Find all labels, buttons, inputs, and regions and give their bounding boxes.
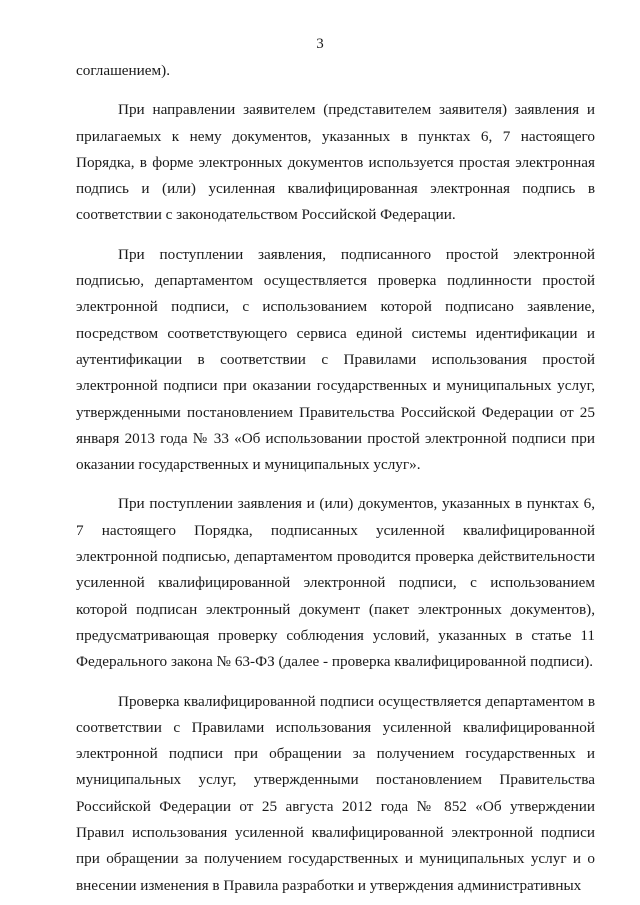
paragraph-simple-signature-check: При поступлении заявления, подписанного простой электронной подписью, департаментом осуществляется проверка подлинности простой электронной подписи, с использованием которой подписано заявление, посредством соответствующего сервиса единой системы идентификации и аутентификации в соответствии с Правилами использования простой электронной подписи при оказании государственных и муниципальных услуг, утвержденными постановлением Правительства Российской Федерации от 25 января 2013 года № 33 «Об использовании простой электронной подписи при оказании государственных и муниципальных услуг».	[76, 245, 595, 474]
page-number: 3	[316, 36, 324, 52]
paragraph-continuation: соглашением).	[76, 62, 171, 79]
paragraph-electronic-signature-types: При направлении заявителем (представителем заявителя) заявления и прилагаемых к нему документов, указанных в пунктах 6, 7 настоящего Порядка, в форме электронных документов используется простая электронная подпись и (или) усиленная квалифицированная электронная подпись в соответствии с законодательством Российской Федерации.	[76, 101, 595, 224]
paragraph-qualified-signature-rules: Проверка квалифицированной подписи осуществляется департаментом в соответствии с Правилами использования усиленной квалифицированной электронной подписи при обращении за получением государственных и муниципальных услуг, утвержденными постановлением Правительства Российской Федерации от 25 августа 2012 года № 852 «Об утверждении Правил использования усиленной квалифицированной электронной подписи при обращении за получением государственных и муниципальных услуг и о внесении изменения в Правила разработки и утверждения административных	[76, 692, 595, 894]
paragraph-qualified-signature-check: При поступлении заявления и (или) документов, указанных в пунктах 6, 7 настоящего Порядка, подписанных усиленной квалифицированной электронной подписью, департаментом проводится проверка действительности усиленной квалифицированной электронной подписи, с использованием которой подписан электронный документ (пакет электронных документов), предусматривающая проверку соблюдения условий, указанных в статье 11 Федерального закона № 63-ФЗ (далее - проверка квалифицированной подписи).	[76, 495, 595, 671]
document-body	[76, 58, 595, 899]
